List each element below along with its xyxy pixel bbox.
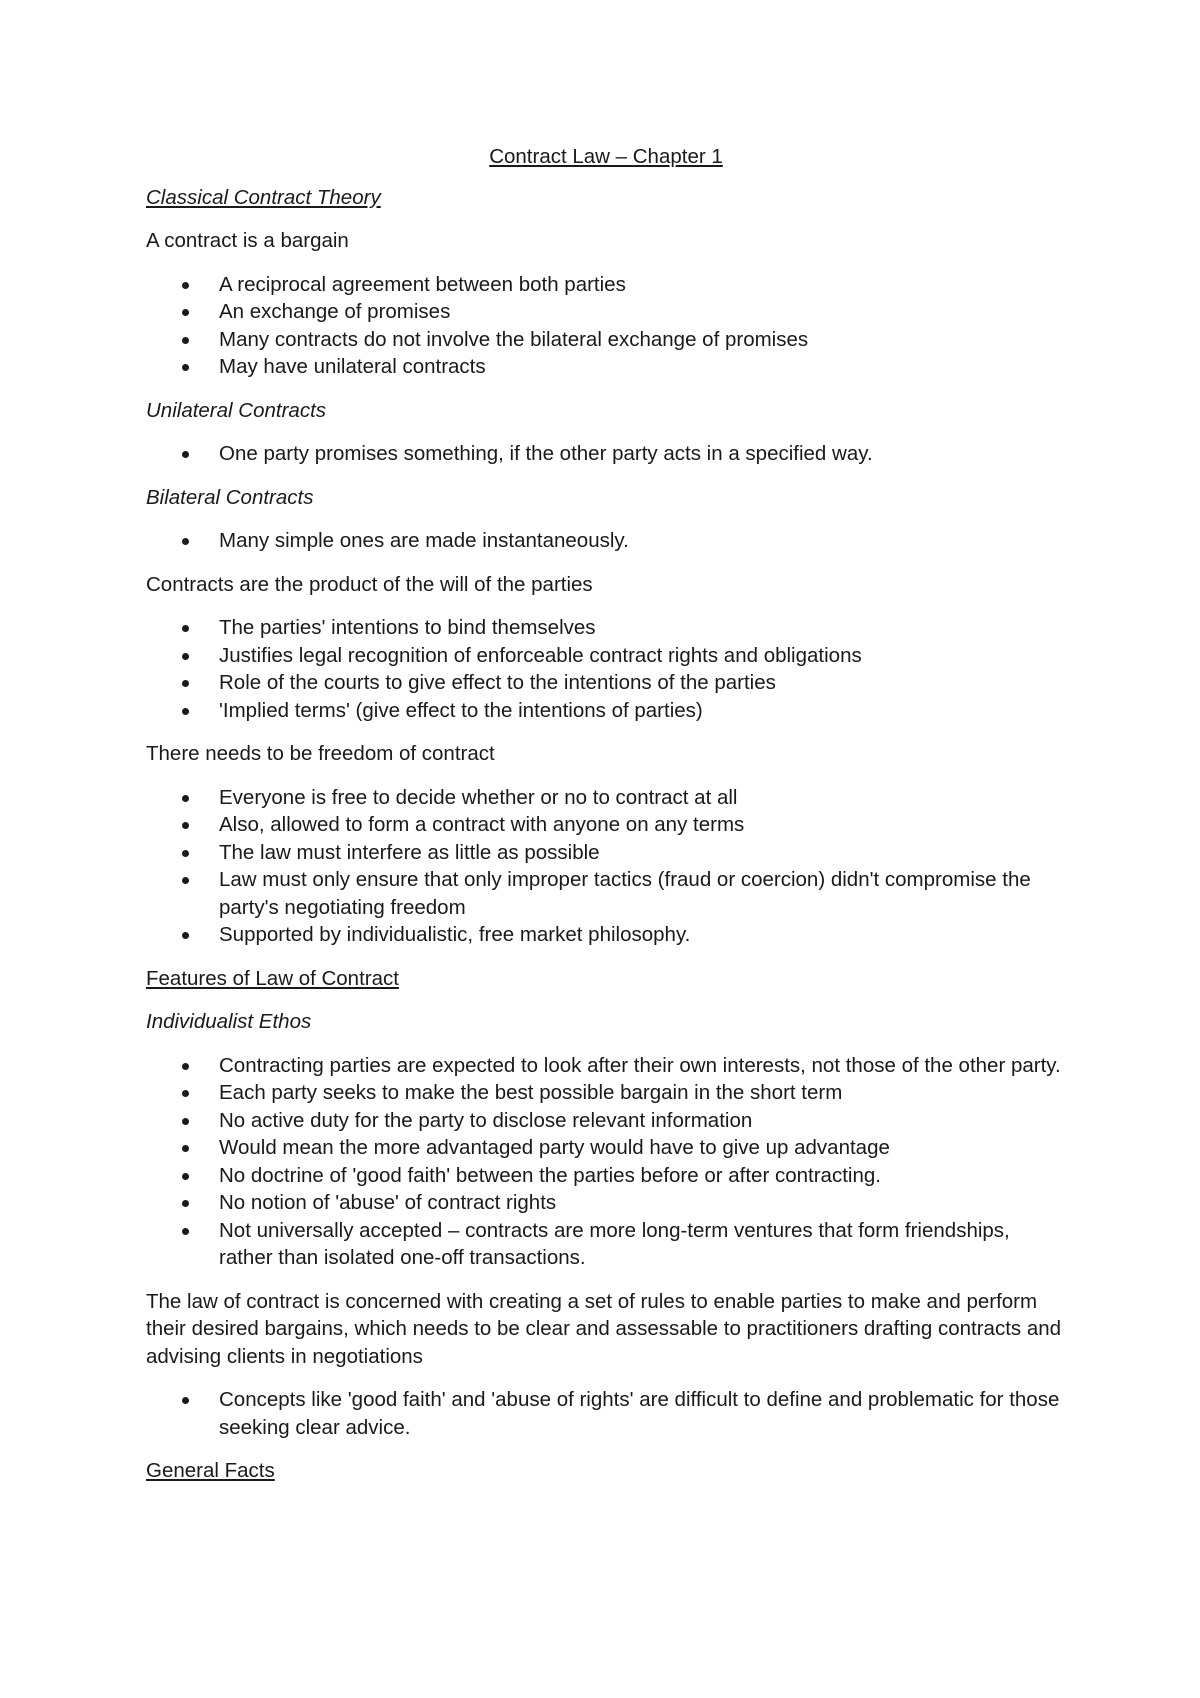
list-item-text: Also, allowed to form a contract with anyone on any terms [219,813,745,836]
bullet-icon [182,653,189,660]
list-item-text: 'Implied terms' (give effect to the intentions of parties) [219,698,703,722]
will-list [146,614,1066,724]
unilateral-list [146,440,1066,468]
list-item-text: A reciprocal agreement between both parties [219,272,626,296]
list-item [146,784,1066,812]
bullet-icon [182,1063,189,1070]
list-item [146,697,1066,725]
section-heading-unilateral: Unilateral Contracts [146,398,327,422]
list-item [146,614,1066,642]
freedom-intro: There needs to be freedom of contract [146,742,495,765]
list-item-text: Each party seeks to make the best possible bargain in the short term [219,1081,843,1104]
bullet-icon [182,1118,189,1125]
list-item [146,271,1066,299]
list-item [146,642,1066,670]
rules-paragraph: The law of contract is concerned with creating a set of rules to enable parties to make and perform their desired bargains, which needs to be clear and assessable to practitioners drafting contracts and advising clients in negotiations [146,1289,1062,1368]
ethos-list [146,1052,1066,1272]
page-title: Contract Law – Chapter 1 [489,145,723,168]
bullet-icon [182,795,189,802]
list-item [146,1217,1066,1272]
list-item-text: Role of the courts to give effect to the intentions of the parties [219,671,776,694]
bilateral-list [146,527,1066,555]
bullet-icon [182,538,189,545]
list-item-text: Justifies legal recognition of enforceable contract rights and obligations [219,643,862,667]
bullet-icon [182,625,189,632]
bargain-list [146,271,1066,381]
section-heading-general: General Facts [146,1459,275,1482]
list-item-text: Everyone is free to decide whether or no to contract at all [219,785,738,809]
list-item [146,866,1066,921]
list-item [146,811,1066,839]
list-item [146,1052,1066,1080]
bullet-icon [182,850,189,857]
list-item-text: Many contracts do not involve the bilateral exchange of promises [219,327,809,351]
list-item [146,1386,1066,1441]
list-item-text: An exchange of promises [219,300,451,323]
list-item [146,1189,1066,1217]
list-item-text: No doctrine of 'good faith' between the parties before or after contracting. [219,1163,881,1187]
bullet-icon [182,877,189,884]
bullet-icon [182,282,189,289]
bullet-icon [182,680,189,687]
bullet-icon [182,708,189,715]
list-item [146,326,1066,354]
list-item [146,839,1066,867]
section-heading-classical: Classical Contract Theory [146,185,381,209]
freedom-list [146,784,1066,949]
list-item-text: Concepts like 'good faith' and 'abuse of rights' are difficult to define and problematic for those seeking clear advice. [219,1388,1060,1439]
list-item [146,1079,1066,1107]
list-item-text: Would mean the more advantaged party would have to give up advantage [219,1136,890,1159]
list-item-text: No notion of 'abuse' of contract rights [219,1191,557,1214]
list-item [146,1107,1066,1135]
list-item [146,298,1066,326]
bullet-icon [182,364,189,371]
list-item [146,527,1066,555]
bullet-icon [182,1173,189,1180]
list-item-text: Law must only ensure that only improper tactics (fraud or coercion) didn't compromise the party's negotiating freedom [219,868,1031,919]
rules-list [146,1386,1066,1441]
bullet-icon [182,1090,189,1097]
list-item-text: The law must interfere as little as possible [219,840,600,864]
bullet-icon [182,1397,189,1404]
list-item-text: The parties' intentions to bind themselves [219,616,596,639]
list-item-text: May have unilateral contracts [219,355,486,378]
bullet-icon [182,1228,189,1235]
list-item-text: One party promises something, if the other party acts in a specified way. [219,442,873,465]
will-intro: Contracts are the product of the will of the parties [146,572,593,596]
list-item [146,1162,1066,1190]
bullet-icon [182,451,189,458]
bullet-icon [182,309,189,316]
list-item [146,921,1066,949]
list-item-text: Supported by individualistic, free market philosophy. [219,923,691,946]
list-item [146,353,1066,381]
list-item-text: Contracting parties are expected to look after their own interests, not those of the other party. [219,1053,1061,1077]
bullet-icon [182,822,189,829]
document-page [146,143,1066,1501]
list-item-text: No active duty for the party to disclose relevant information [219,1108,753,1132]
section-heading-bilateral: Bilateral Contracts [146,485,314,509]
list-item [146,669,1066,697]
bullet-icon [182,1200,189,1207]
bullet-icon [182,1145,189,1152]
bullet-icon [182,932,189,939]
bargain-intro: A contract is a bargain [146,229,349,252]
section-heading-ethos: Individualist Ethos [146,1010,312,1033]
section-heading-features: Features of Law of Contract [146,966,399,990]
list-item-text: Not universally accepted – contracts are more long-term ventures that form friendships, rather than isolated one-off transactions. [219,1218,1010,1269]
bullet-icon [182,337,189,344]
list-item-text: Many simple ones are made instantaneously. [219,529,629,552]
list-item [146,1134,1066,1162]
list-item [146,440,1066,468]
